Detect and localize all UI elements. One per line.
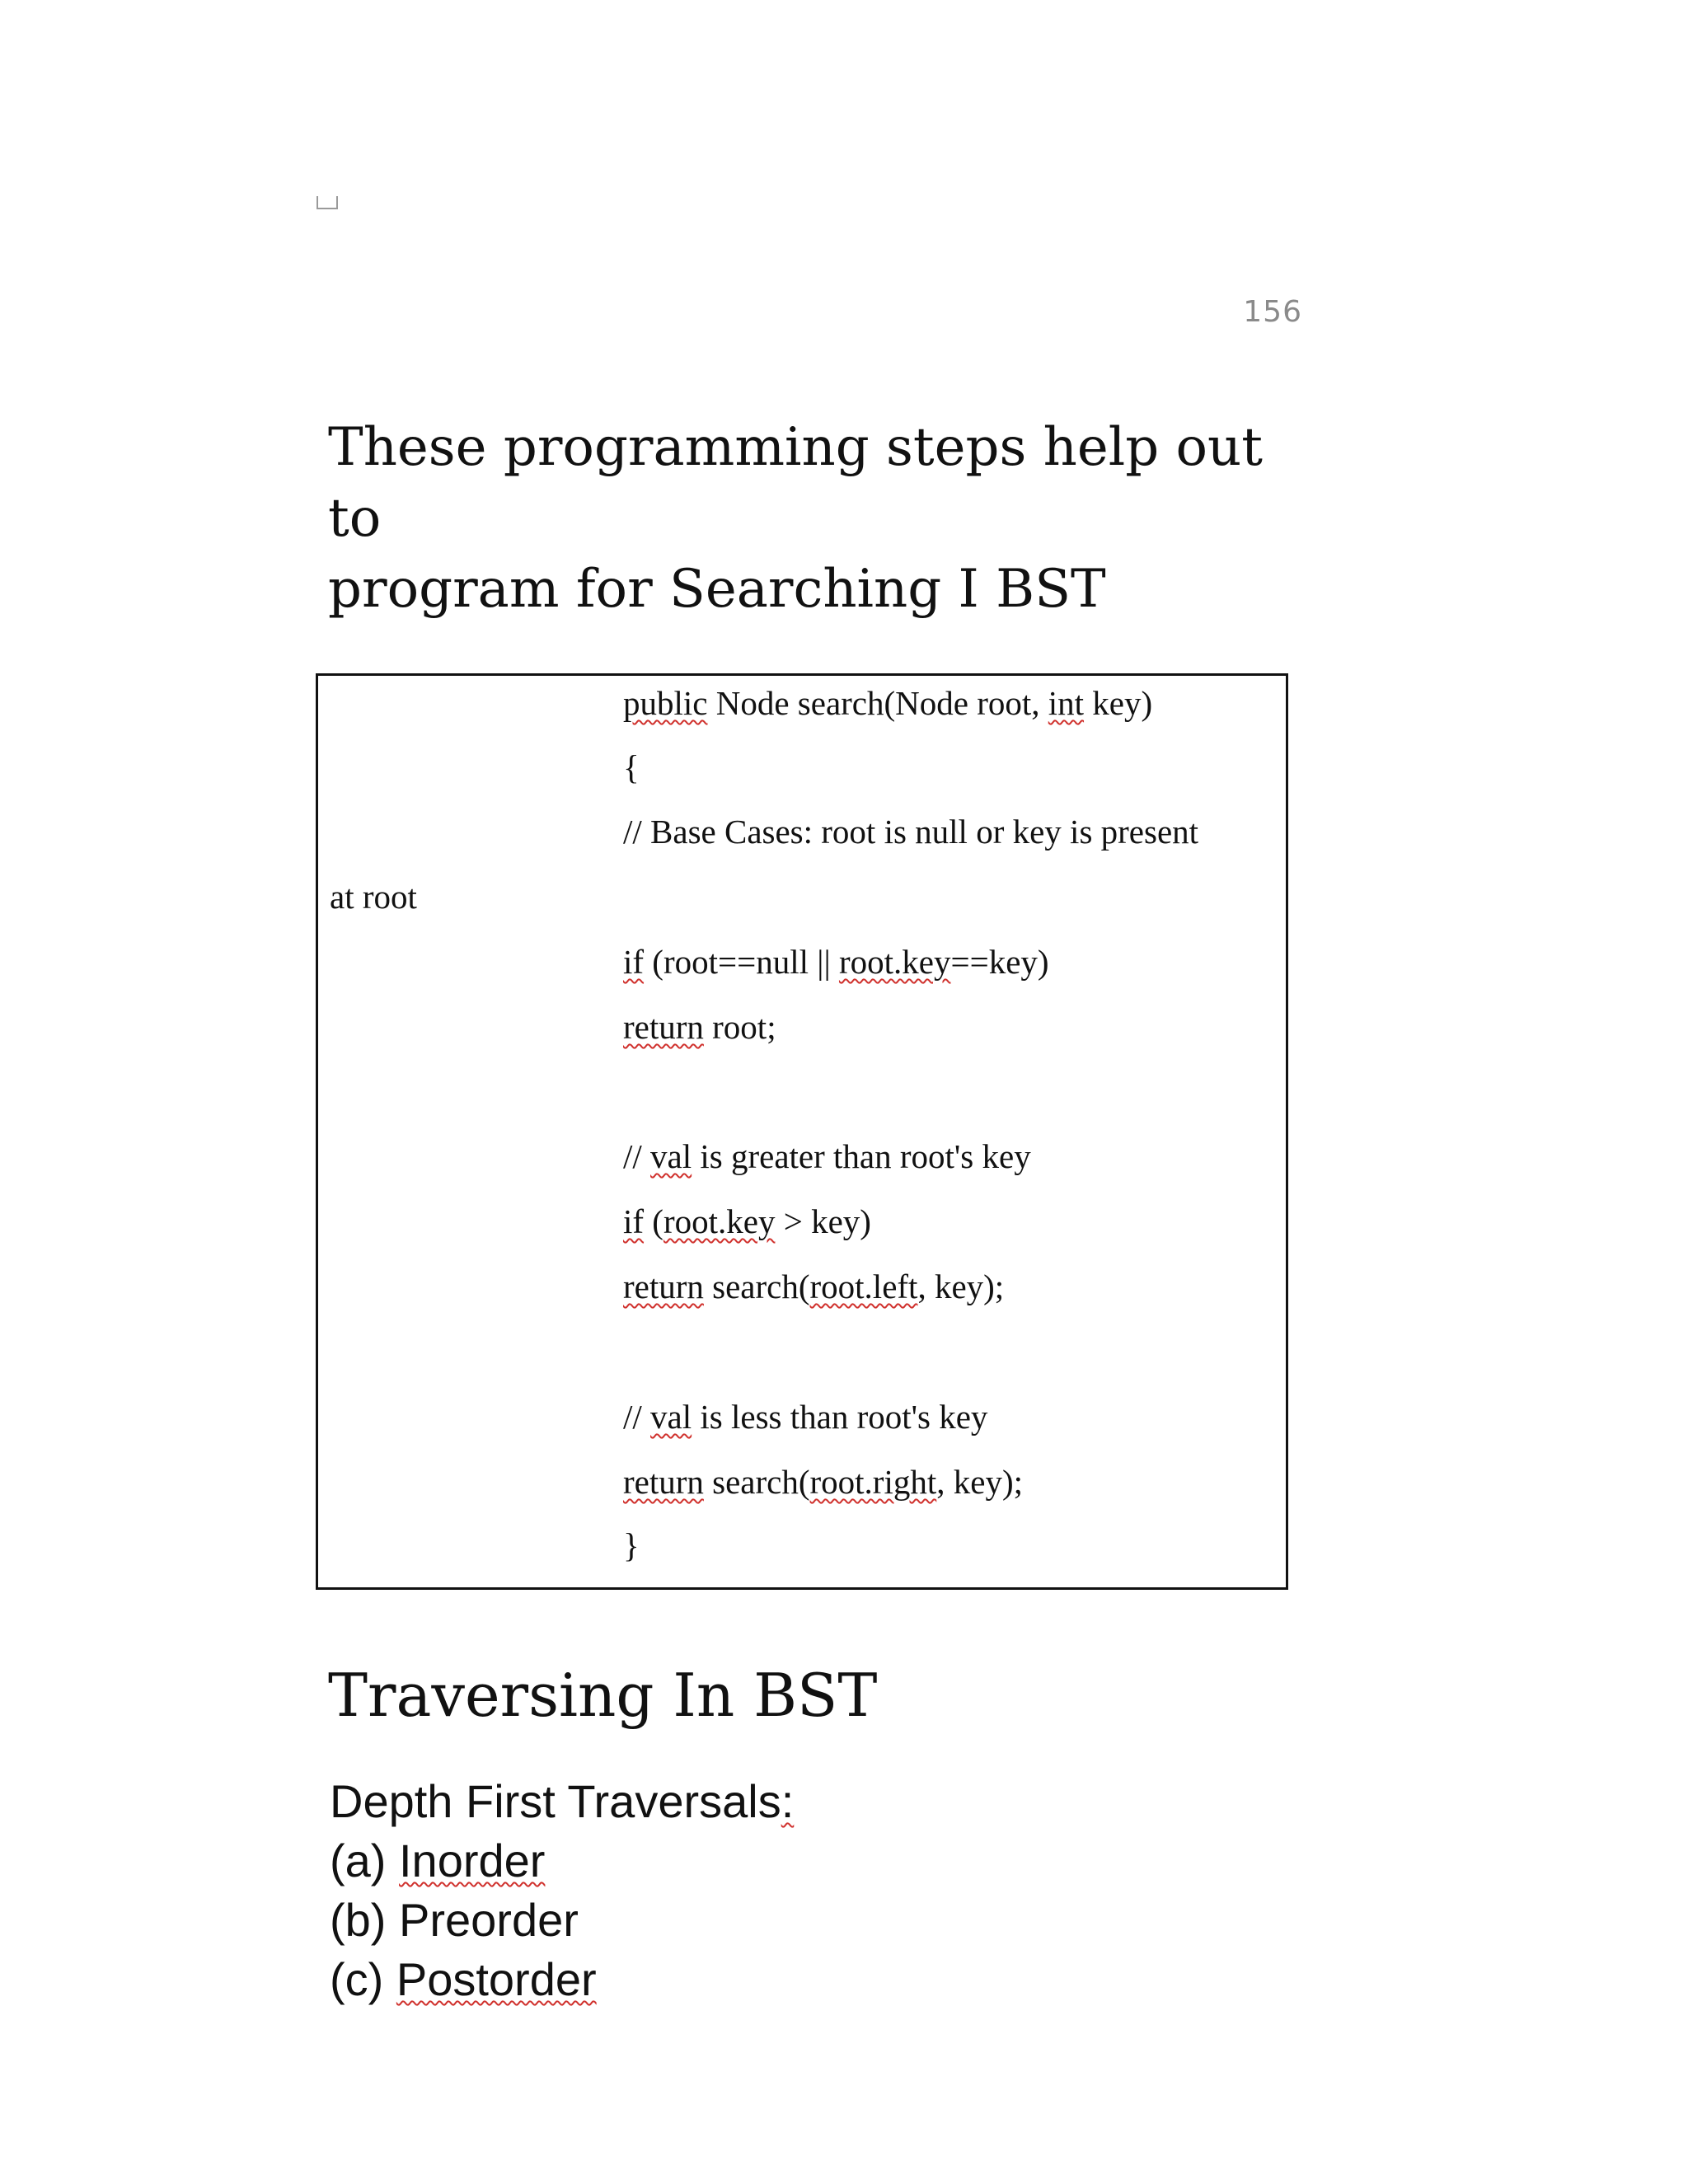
traversing-heading: Traversing In BST (328, 1661, 878, 1730)
code-text: , key); (917, 1268, 1005, 1305)
code-keyword-root-key: root.key (838, 943, 951, 981)
code-line-if-null (623, 941, 1049, 982)
code-text: ==key) (950, 943, 1049, 981)
code-keyword-public: public (623, 684, 708, 722)
depth-first-list (330, 1772, 794, 2009)
code-text: search( (703, 1268, 810, 1305)
code-line-comment-less (623, 1396, 987, 1437)
code-line-comment-greater (623, 1136, 1031, 1177)
code-line-signature (623, 682, 1152, 724)
code-text: search( (703, 1463, 810, 1501)
list-item-prefix: (c) (330, 1953, 396, 2005)
code-text: Node search(Node root, (707, 684, 1048, 722)
page-corner-marker (316, 196, 338, 209)
code-keyword-int: int (1048, 684, 1085, 722)
intro-heading-line1: These programming steps help out to (328, 417, 1263, 549)
list-item-label: Inorder (399, 1835, 546, 1886)
code-text: > key) (775, 1202, 871, 1240)
code-text: // (623, 1137, 651, 1175)
code-box (316, 673, 1288, 1590)
code-line-return-left (623, 1266, 1004, 1307)
code-keyword-return: return (623, 1008, 704, 1046)
code-line-open-brace: { (623, 748, 640, 786)
list-item-prefix: (a) (330, 1835, 399, 1886)
code-keyword-if: if (623, 1202, 645, 1240)
code-text: (root==null || (644, 943, 839, 981)
code-keyword-if: if (623, 943, 645, 981)
code-keyword-val: val (650, 1137, 692, 1175)
code-text: // (623, 1398, 651, 1436)
page-number: 156 (1243, 295, 1302, 329)
code-line-return-right (623, 1461, 1023, 1502)
code-text: key) (1084, 684, 1153, 722)
code-keyword-root-key: root.key (663, 1202, 776, 1240)
code-keyword-val: val (650, 1398, 692, 1436)
code-text: is less than root's key (692, 1398, 988, 1436)
code-line-close-brace: } (623, 1526, 640, 1564)
code-line-comment-base: // Base Cases: root is null or key is present (623, 813, 1199, 851)
code-line-return-root (623, 1006, 776, 1047)
code-line-at-root: at root (330, 878, 417, 916)
code-text: ( (644, 1202, 663, 1240)
list-item-postorder (330, 1950, 794, 2009)
code-keyword-root-right: root.right (809, 1463, 937, 1501)
code-line-if-greater (623, 1201, 871, 1242)
list-item-label: Postorder (396, 1953, 597, 2005)
depth-first-title-text: Depth First Traversals (330, 1775, 781, 1827)
code-text: is greater than root's key (692, 1137, 1031, 1175)
intro-heading-line2: program for Searching I BST (328, 559, 1106, 620)
code-keyword-root-left: root.left (809, 1268, 918, 1305)
code-keyword-return: return (623, 1463, 704, 1501)
code-text: , key); (936, 1463, 1023, 1501)
list-item-inorder (330, 1831, 794, 1891)
code-keyword-return: return (623, 1268, 704, 1305)
list-item-preorder: (b) Preorder (330, 1894, 579, 1946)
depth-first-title (330, 1772, 794, 1831)
code-text: root; (703, 1008, 776, 1046)
intro-heading (328, 412, 1317, 625)
depth-first-title-colon: : (781, 1775, 795, 1827)
